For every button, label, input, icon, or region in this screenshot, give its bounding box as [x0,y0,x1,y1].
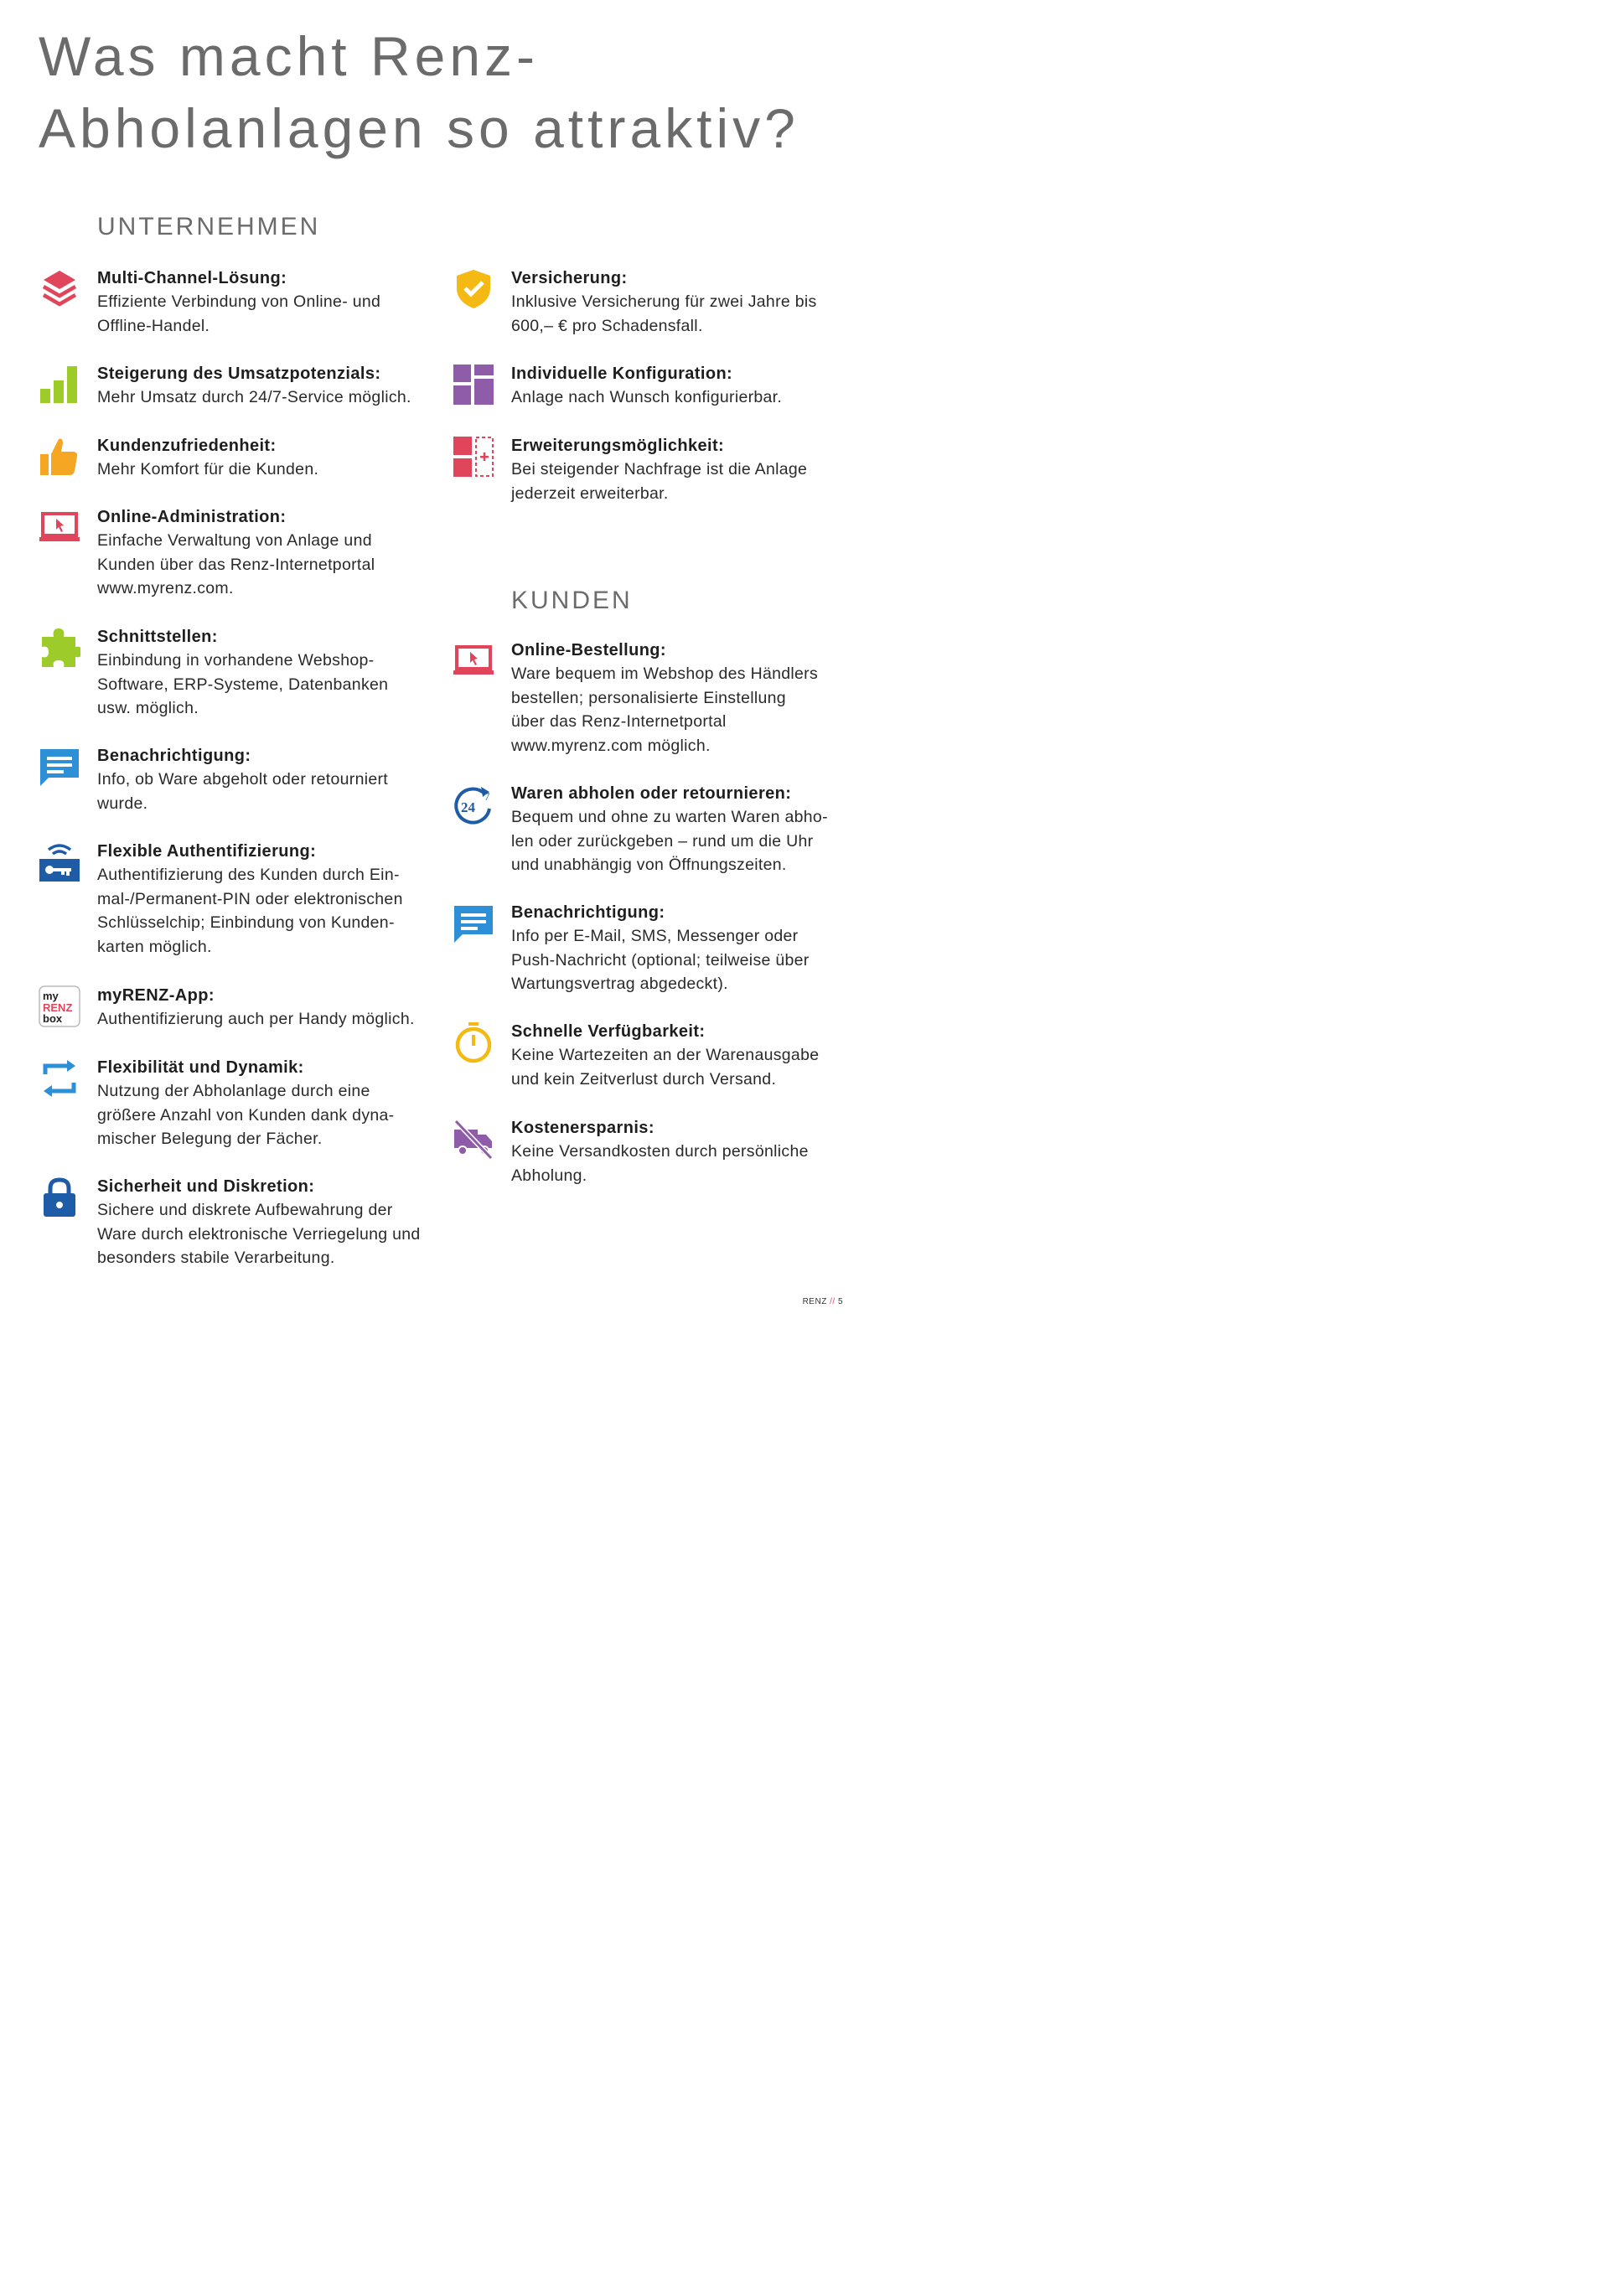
feature-description: Info per E-Mail, SMS, Messenger oder Push-Nachricht (optional; teilweise über Wartungsvertrag abgedeckt). [511,927,810,994]
feature-description: Ware bequem im Webshop des Händlers bestellen; personalisierte Einstellung über das Renz-Internetportal www.myrenz.com möglich. [511,664,819,755]
feature-title: Benachrichtigung: [97,747,251,765]
logo-text-my: my [43,990,59,1002]
feature-description: Anlage nach Wunsch konfigurierbar. [511,388,783,406]
feature-description: Sichere und diskrete Aufbewahrung der Ware durch elektronische Verriegelung und besonders stabile Verarbeitung. [97,1201,421,1268]
feature-title: Kostenersparnis: [511,1119,654,1137]
myrenz-box-logo-icon [39,985,80,1027]
puzzle-icon [39,627,80,669]
feature-description: Authentifizierung auch per Handy möglich. [97,1010,415,1028]
feature-title: Individuelle Konfiguration: [511,365,733,383]
feature-title: Schnelle Verfügbarkeit: [511,1022,706,1041]
feature-title: Flexibilität und Dynamik: [97,1058,304,1077]
grid-configuration-icon [453,364,494,406]
chat-message-icon [453,902,494,944]
clock-24-7-icon [453,783,494,825]
feature-description: Inklusive Versicherung für zwei Jahre bis 600,– € pro Schadensfall. [511,292,817,335]
feature-title: Flexible Authentifizierung: [97,842,317,861]
laptop-cursor-icon [39,507,80,549]
feature-title: Online-Bestellung: [511,641,666,659]
feature-title: Versicherung: [511,269,628,287]
feature-description: Bequem und ohne zu warten Waren abho- len oder zurückgeben – rund um die Uhr und unabhängig von Öffnungszeiten. [511,808,828,875]
chat-message-icon [39,746,80,788]
feature-title: Schnittstellen: [97,628,218,646]
section-heading-unternehmen: UNTERNEHMEN [97,213,321,240]
footer-brand: RENZ [802,1297,827,1306]
feature-description: Mehr Umsatz durch 24/7-Service möglich. [97,388,411,406]
page-footer [803,1297,843,1306]
layers-icon [39,268,80,310]
feature-title: Waren abholen oder retournieren: [511,784,792,803]
wireless-key-icon [39,841,80,883]
feature-title: Sicherheit und Diskretion: [97,1177,315,1196]
page-number: 5 [837,1297,843,1306]
feature-title: Multi-Channel-Lösung: [97,269,287,287]
stopwatch-icon [453,1021,494,1063]
feature-title: Erweiterungsmöglichkeit: [511,437,725,455]
feature-title: Steigerung des Umsatzpotenzials: [97,365,381,383]
logo-text-box: box [43,1012,63,1025]
feature-title: myRENZ-App: [97,986,215,1005]
logo-text-renz: RENZ [43,1001,73,1014]
feature-description: Keine Wartezeiten an der Warenausgabe und kein Zeitverlust durch Versand. [511,1046,820,1089]
no-delivery-truck-icon [453,1118,494,1160]
laptop-cursor-icon [453,640,494,682]
feature-description: Effiziente Verbindung von Online- und Offline-Handel. [97,292,381,335]
repeat-arrows-icon [39,1058,80,1099]
feature-title: Online-Administration: [97,508,287,526]
feature-description: Mehr Komfort für die Kunden. [97,460,319,478]
feature-description: Nutzung der Abholanlage durch eine größere Anzahl von Kunden dank dyna- mischer Belegung der Fächer. [97,1082,395,1149]
feature-description: Info, ob Ware abgeholt oder retourniert wurde. [97,770,389,813]
padlock-icon [39,1176,80,1218]
clock-days-text: 7 [484,790,490,803]
feature-description: Keine Versandkosten durch persönliche Abholung. [511,1142,809,1185]
feature-description: Einbindung in vorhandene Webshop- Software, ERP-Systeme, Datenbanken usw. möglich. [97,651,389,718]
feature-description: Authentifizierung des Kunden durch Ein- mal-/Permanent-PIN oder elektronischen Schlüsselchip; Einbindung von Kunden- karten möglich. [97,866,403,956]
feature-title: Kundenzufriedenheit: [97,437,277,455]
feature-title: Benachrichtigung: [511,903,665,922]
clock-hours-text: 24 [461,799,475,815]
thumbs-up-icon [39,436,80,478]
feature-description: Bei steigender Nachfrage ist die Anlage jederzeit erweiterbar. [511,460,808,503]
section-heading-kunden: KUNDEN [511,587,633,614]
expansion-plus-icon [453,436,494,478]
page-title: Was macht Renz-Abholanlagen so attraktiv? [39,25,799,159]
shield-check-icon [453,268,494,310]
feature-description: Einfache Verwaltung von Anlage und Kunden über das Renz-Internetportal www.myrenz.com. [97,531,375,598]
footer-separator: // [830,1297,836,1306]
bar-chart-icon [39,364,80,406]
